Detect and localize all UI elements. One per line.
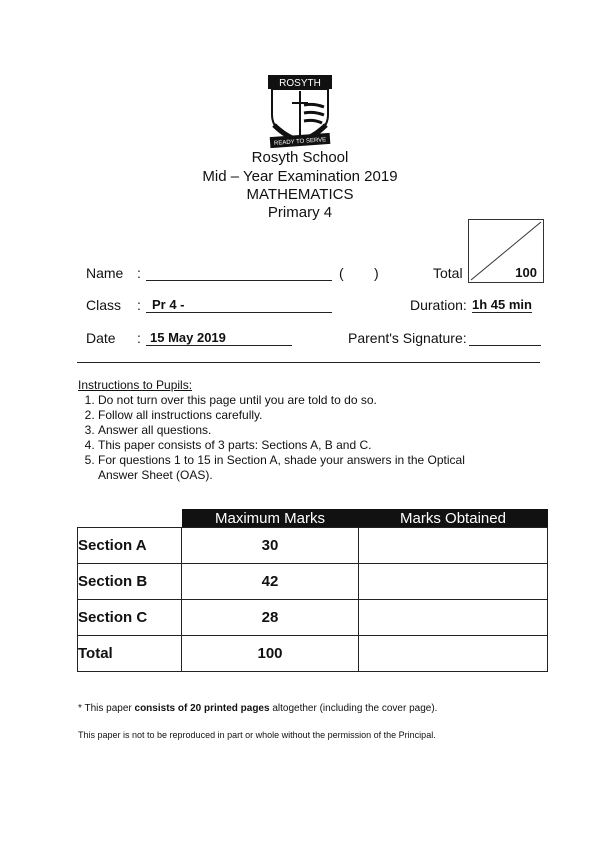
total-value: 100 [515,265,537,280]
subject-title: MATHEMATICS [246,186,354,203]
signature-label: Parent's Signature: [348,330,467,346]
date-colon: : [137,330,141,346]
instructions-title: Instructions to Pupils: [78,378,193,392]
total-row-max: 100 [182,636,359,672]
table-corner [78,509,182,528]
instruction-item: 3. Answer all questions. [98,423,498,438]
date-field[interactable] [146,345,292,346]
class-value: Pr 4 - [152,297,185,312]
instruction-item: 1. Do not turn over this page until you are told to do so. [98,393,498,408]
level-title: Primary 4 [267,204,333,221]
table-row [78,636,548,672]
table-row [78,600,548,636]
table-row [78,528,548,564]
class-field[interactable] [146,312,332,313]
section-b-label: Section B [78,564,182,600]
total-score-box [468,219,544,283]
date-value: 15 May 2019 [150,330,226,345]
class-colon: : [137,297,141,313]
class-label: Class [86,297,122,313]
page-count-note [78,703,437,714]
instructions [78,378,498,483]
table-row [78,564,548,600]
date-label: Date [86,330,116,346]
section-c-max: 28 [182,600,359,636]
section-b-max: 42 [182,564,359,600]
school-name: Rosyth School [251,149,349,166]
header-marks-obtained: Marks Obtained [359,509,548,528]
section-a-label: Section A [78,528,182,564]
school-crest-icon [266,73,334,149]
signature-field[interactable] [469,345,541,346]
total-label: Total [433,265,463,281]
index-paren-open: ( [339,265,344,281]
duration-value: 1h 45 min [472,297,532,312]
note-suffix: altogether (including the cover page). [269,703,438,714]
crest-banner: ROSYTH [279,78,321,89]
exam-title: Mid – Year Examination 2019 [202,168,398,185]
instruction-item: 4. This paper consists of 3 parts: Sections A, B and C. [98,438,498,453]
divider [77,362,540,363]
index-paren-close: ) [374,265,379,281]
name-field[interactable] [146,280,332,281]
section-b-obtained[interactable] [359,564,548,600]
section-c-label: Section C [78,600,182,636]
section-c-obtained[interactable] [359,600,548,636]
note-bold: consists of 20 printed pages [134,703,270,714]
crest-motto: READY TO SERVE [273,137,327,147]
header-maximum-marks: Maximum Marks [182,509,359,528]
duration-label: Duration: [410,297,467,313]
name-label: Name [86,265,124,281]
name-colon: : [137,265,141,281]
total-row-obtained[interactable] [359,636,548,672]
section-a-max: 30 [182,528,359,564]
instruction-item: 2. Follow all instructions carefully. [98,408,498,423]
total-row-label: Total [78,636,182,672]
copyright-note: This paper is not to be reproduced in part or whole without the permission of the Principal. [78,730,436,740]
instructions-list [78,393,498,483]
instruction-item: 5. For questions 1 to 15 in Section A, shade your answers in the Optical Answer Sheet (OAS). [98,453,498,483]
note-prefix: * This paper [78,703,135,714]
section-a-obtained[interactable] [359,528,548,564]
marks-table [77,509,548,672]
